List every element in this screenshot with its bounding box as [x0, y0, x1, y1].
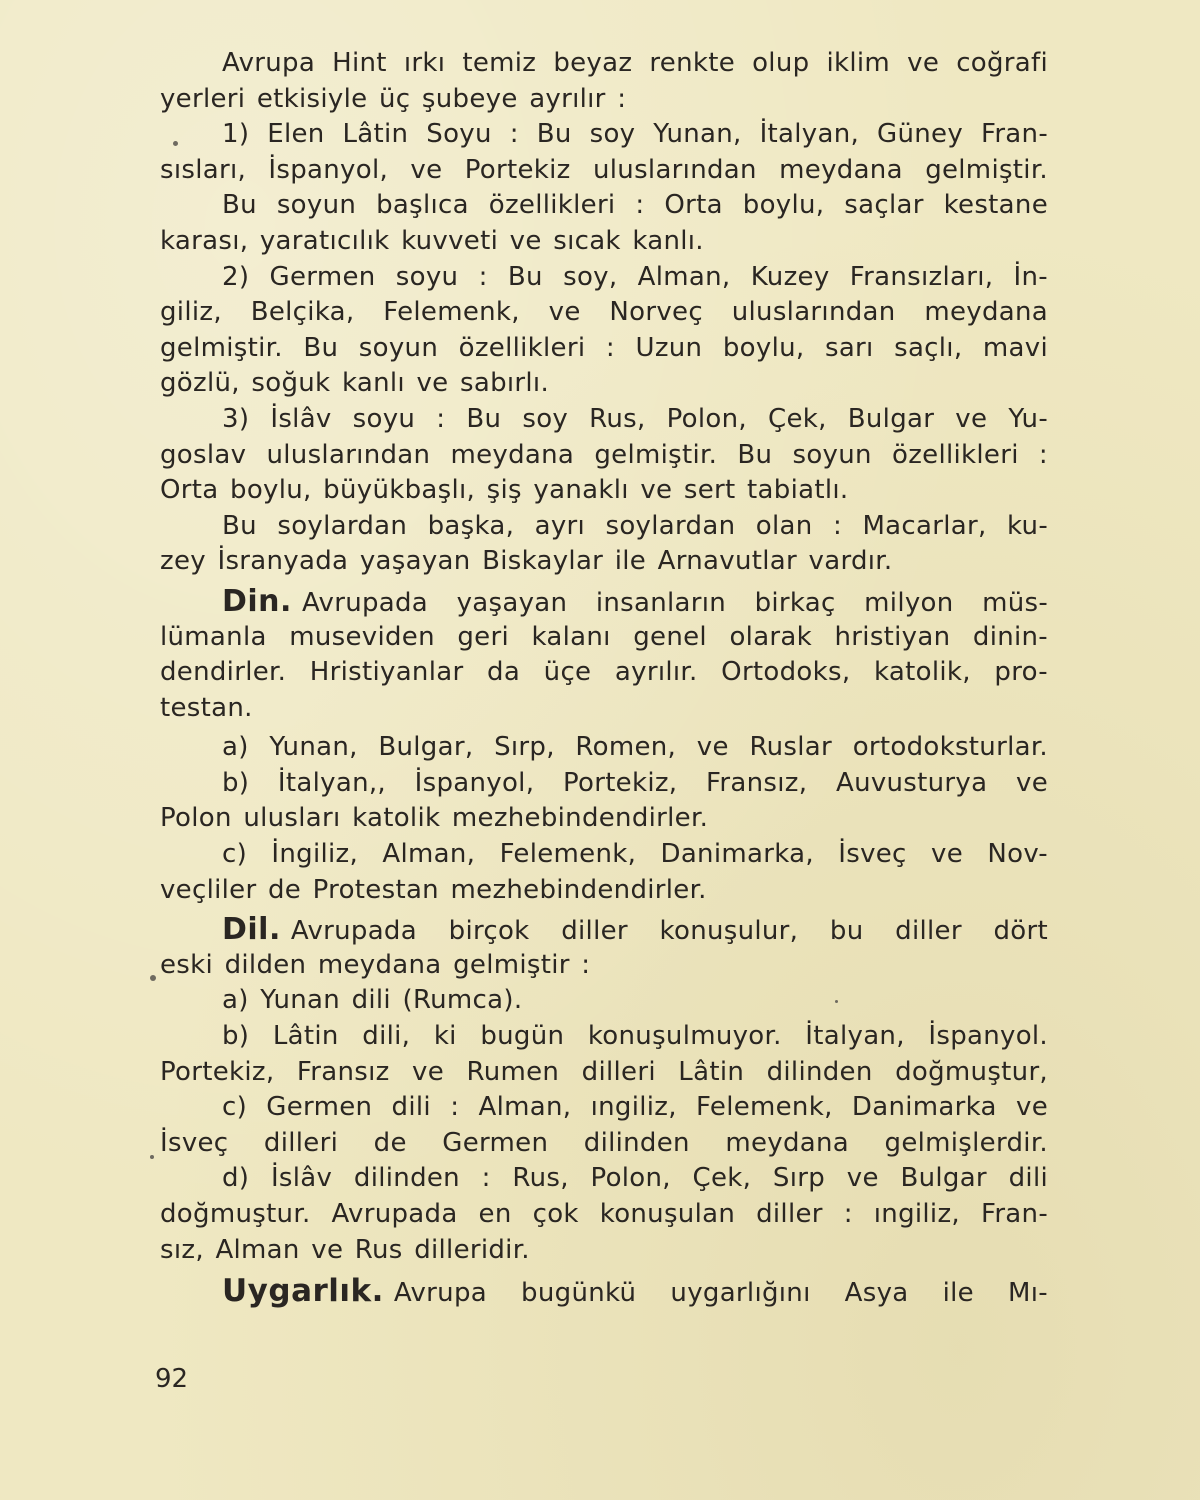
text-line: dendirler. Hristiyanlar da üçe ayrılır. Ortodoks, katolik, pro- — [160, 657, 1048, 688]
text-line: goslav uluslarından meydana gelmiştir. Bu soyun özellikleri : — [160, 439, 1048, 470]
text-line: karası, yaratıcılık kuvveti ve sıcak kanlı. — [160, 225, 704, 256]
text-line: testan. — [160, 692, 253, 723]
text-line: gelmiştir. Bu soyun özellikleri : Uzun boylu, sarı saçlı, mavi — [160, 332, 1048, 363]
list-item: d) İslâv dilinden : Rus, Polon, Çek, Sırp ve Bulgar dili — [222, 1163, 1048, 1194]
list-item: a) Yunan dili (Rumca). — [222, 985, 523, 1016]
text-line: veçliler de Protestan mezhebindendirler. — [160, 874, 707, 905]
dil-heading: Dil. — [222, 912, 281, 948]
din-section-first-line — [160, 584, 1048, 620]
print-speck — [150, 975, 156, 981]
text-line: 3) İslâv soyu : Bu soy Rus, Polon, Çek, Bulgar ve Yu- — [222, 403, 1048, 434]
text-line-rest: Avrupa bugünkü uygarlığını Asya ile Mı- — [393, 1278, 1048, 1309]
text-line: zey İsranyada yaşayan Biskaylar ile Arnavutlar vardır. — [160, 546, 893, 577]
text-line: Orta boylu, büyükbaşlı, şiş yanaklı ve sert tabiatlı. — [160, 475, 849, 506]
din-heading: Din. — [222, 583, 292, 619]
print-speck — [173, 141, 178, 146]
text-line: Bu soyun başlıca özellikleri : Orta boylu, saçlar kestane — [222, 190, 1048, 221]
text-line: sız, Alman ve Rus dilleridir. — [160, 1234, 530, 1265]
print-speck — [150, 1155, 154, 1159]
text-line: Avrupa Hint ırkı temiz beyaz renkte olup iklim ve coğrafi — [222, 48, 1048, 78]
text-line: eski dilden meydana gelmiştir : — [160, 949, 591, 980]
list-item: b) İtalyan,, İspanyol, Portekiz, Fransız, Auvusturya ve — [222, 767, 1048, 798]
dil-section-first-line — [160, 912, 1048, 948]
uygarlik-heading: Uygarlık. — [222, 1273, 384, 1310]
print-speck — [835, 1000, 838, 1003]
text-line: yerleri etkisiyle üç şubeye ayrılır : — [160, 83, 627, 114]
page-number: 92 — [155, 1364, 189, 1394]
text-line-rest: Avrupada birçok diller konuşulur, bu diller dört — [290, 916, 1048, 947]
text-line: sısları, İspanyol, ve Portekiz uluslarından meydana gelmiştir. — [160, 154, 1048, 185]
list-item: c) Germen dili : Alman, ıngiliz, Felemenk, Danimarka ve — [222, 1092, 1048, 1123]
text-line: lümanla museviden geri kalanı genel olarak hristiyan dinin- — [160, 621, 1048, 652]
list-item: c) İngiliz, Alman, Felemenk, Danimarka, İsveç ve Nov- — [222, 839, 1048, 870]
text-line: Portekiz, Fransız ve Rumen dilleri Lâtin dilinden doğmuştur, — [160, 1056, 1048, 1087]
list-item: a) Yunan, Bulgar, Sırp, Romen, ve Ruslar ortodoksturlar. — [222, 732, 1048, 763]
text-line-rest: Avrupada yaşayan insanların birkaç milyon müs- — [301, 587, 1048, 618]
text-line: 1) Elen Lâtin Soyu : Bu soy Yunan, İtalyan, Güney Fran- — [222, 119, 1048, 150]
text-line: Bu soylardan başka, ayrı soylardan olan : Macarlar, ku- — [222, 510, 1048, 541]
page-body-text — [160, 46, 1048, 1310]
text-line: gözlü, soğuk kanlı ve sabırlı. — [160, 368, 550, 399]
list-item: b) Lâtin dili, ki bugün konuşulmuyor. İtalyan, İspanyol. — [222, 1021, 1048, 1052]
text-line: doğmuştur. Avrupada en çok konuşulan diller : ıngiliz, Fran- — [160, 1199, 1048, 1229]
text-line: giliz, Belçika, Felemenk, ve Norveç uluslarından meydana — [160, 297, 1048, 328]
text-line: 2) Germen soyu : Bu soy, Alman, Kuzey Fransızları, İn- — [222, 261, 1048, 292]
text-line: Polon ulusları katolik mezhebindendirler. — [160, 803, 709, 834]
uygarlik-section-first-line — [160, 1274, 1048, 1310]
text-line: İsveç dilleri de Germen dilinden meydana gelmişlerdir. — [160, 1127, 1048, 1158]
